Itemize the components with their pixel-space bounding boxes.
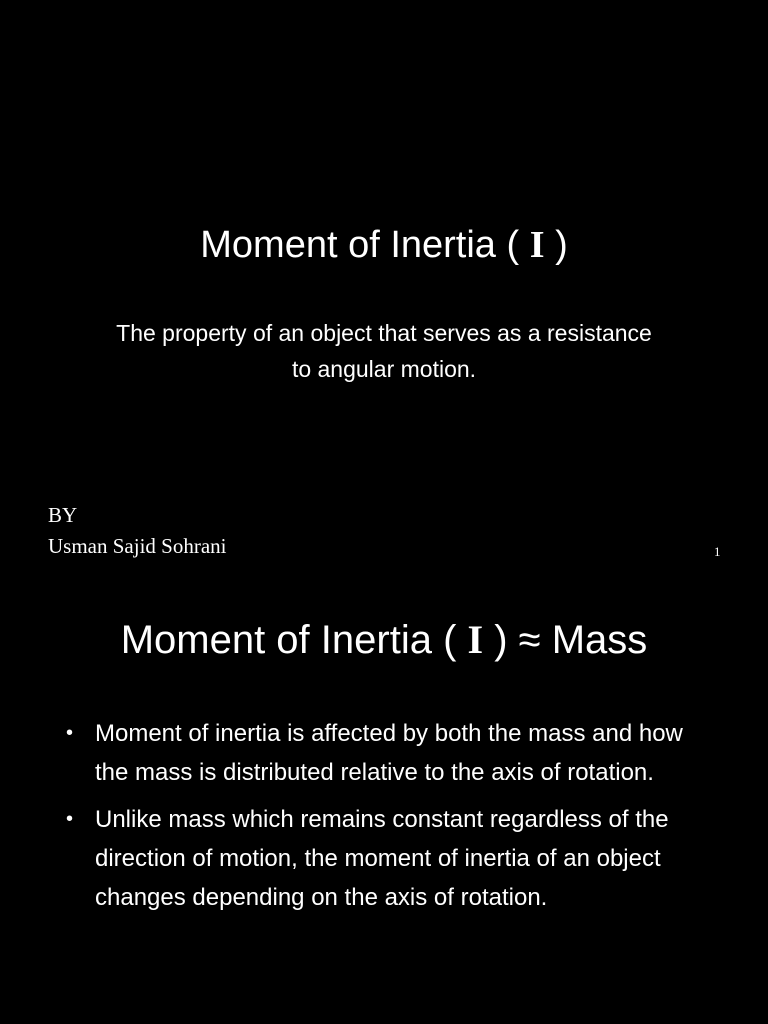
title-closing: )	[555, 224, 568, 266]
slide-title	[0, 614, 768, 666]
bullet-dot-icon: •	[66, 808, 74, 830]
bullet-dot-icon: •	[66, 722, 74, 744]
by-label: BY	[48, 503, 78, 527]
author-byline	[48, 500, 227, 562]
author-name: Usman Sajid Sohrani	[48, 534, 227, 558]
content-slide	[0, 576, 768, 1024]
bullet-text: Unlike mass which remains constant regardless of the direction of motion, the moment of inertia of an object changes depending on the axis of rotation.	[95, 806, 669, 911]
bullet-text: Moment of inertia is affected by both the mass and how the mass is distributed relative to the axis of rotation.	[95, 720, 683, 786]
slide-subtitle: The property of an object that serves as a resistance to angular motion.	[116, 320, 652, 382]
bullet-item	[66, 714, 716, 792]
slide-title	[0, 220, 768, 270]
inertia-symbol: I	[467, 617, 484, 662]
title-comparison: ) ≈ Mass	[494, 618, 648, 662]
bullet-item	[66, 800, 716, 917]
title-text: Moment of Inertia (	[200, 224, 520, 266]
slide-number: 1	[714, 544, 721, 559]
title-text: Moment of Inertia (	[120, 618, 457, 662]
bullet-list	[66, 714, 716, 925]
inertia-symbol: I	[529, 224, 545, 266]
